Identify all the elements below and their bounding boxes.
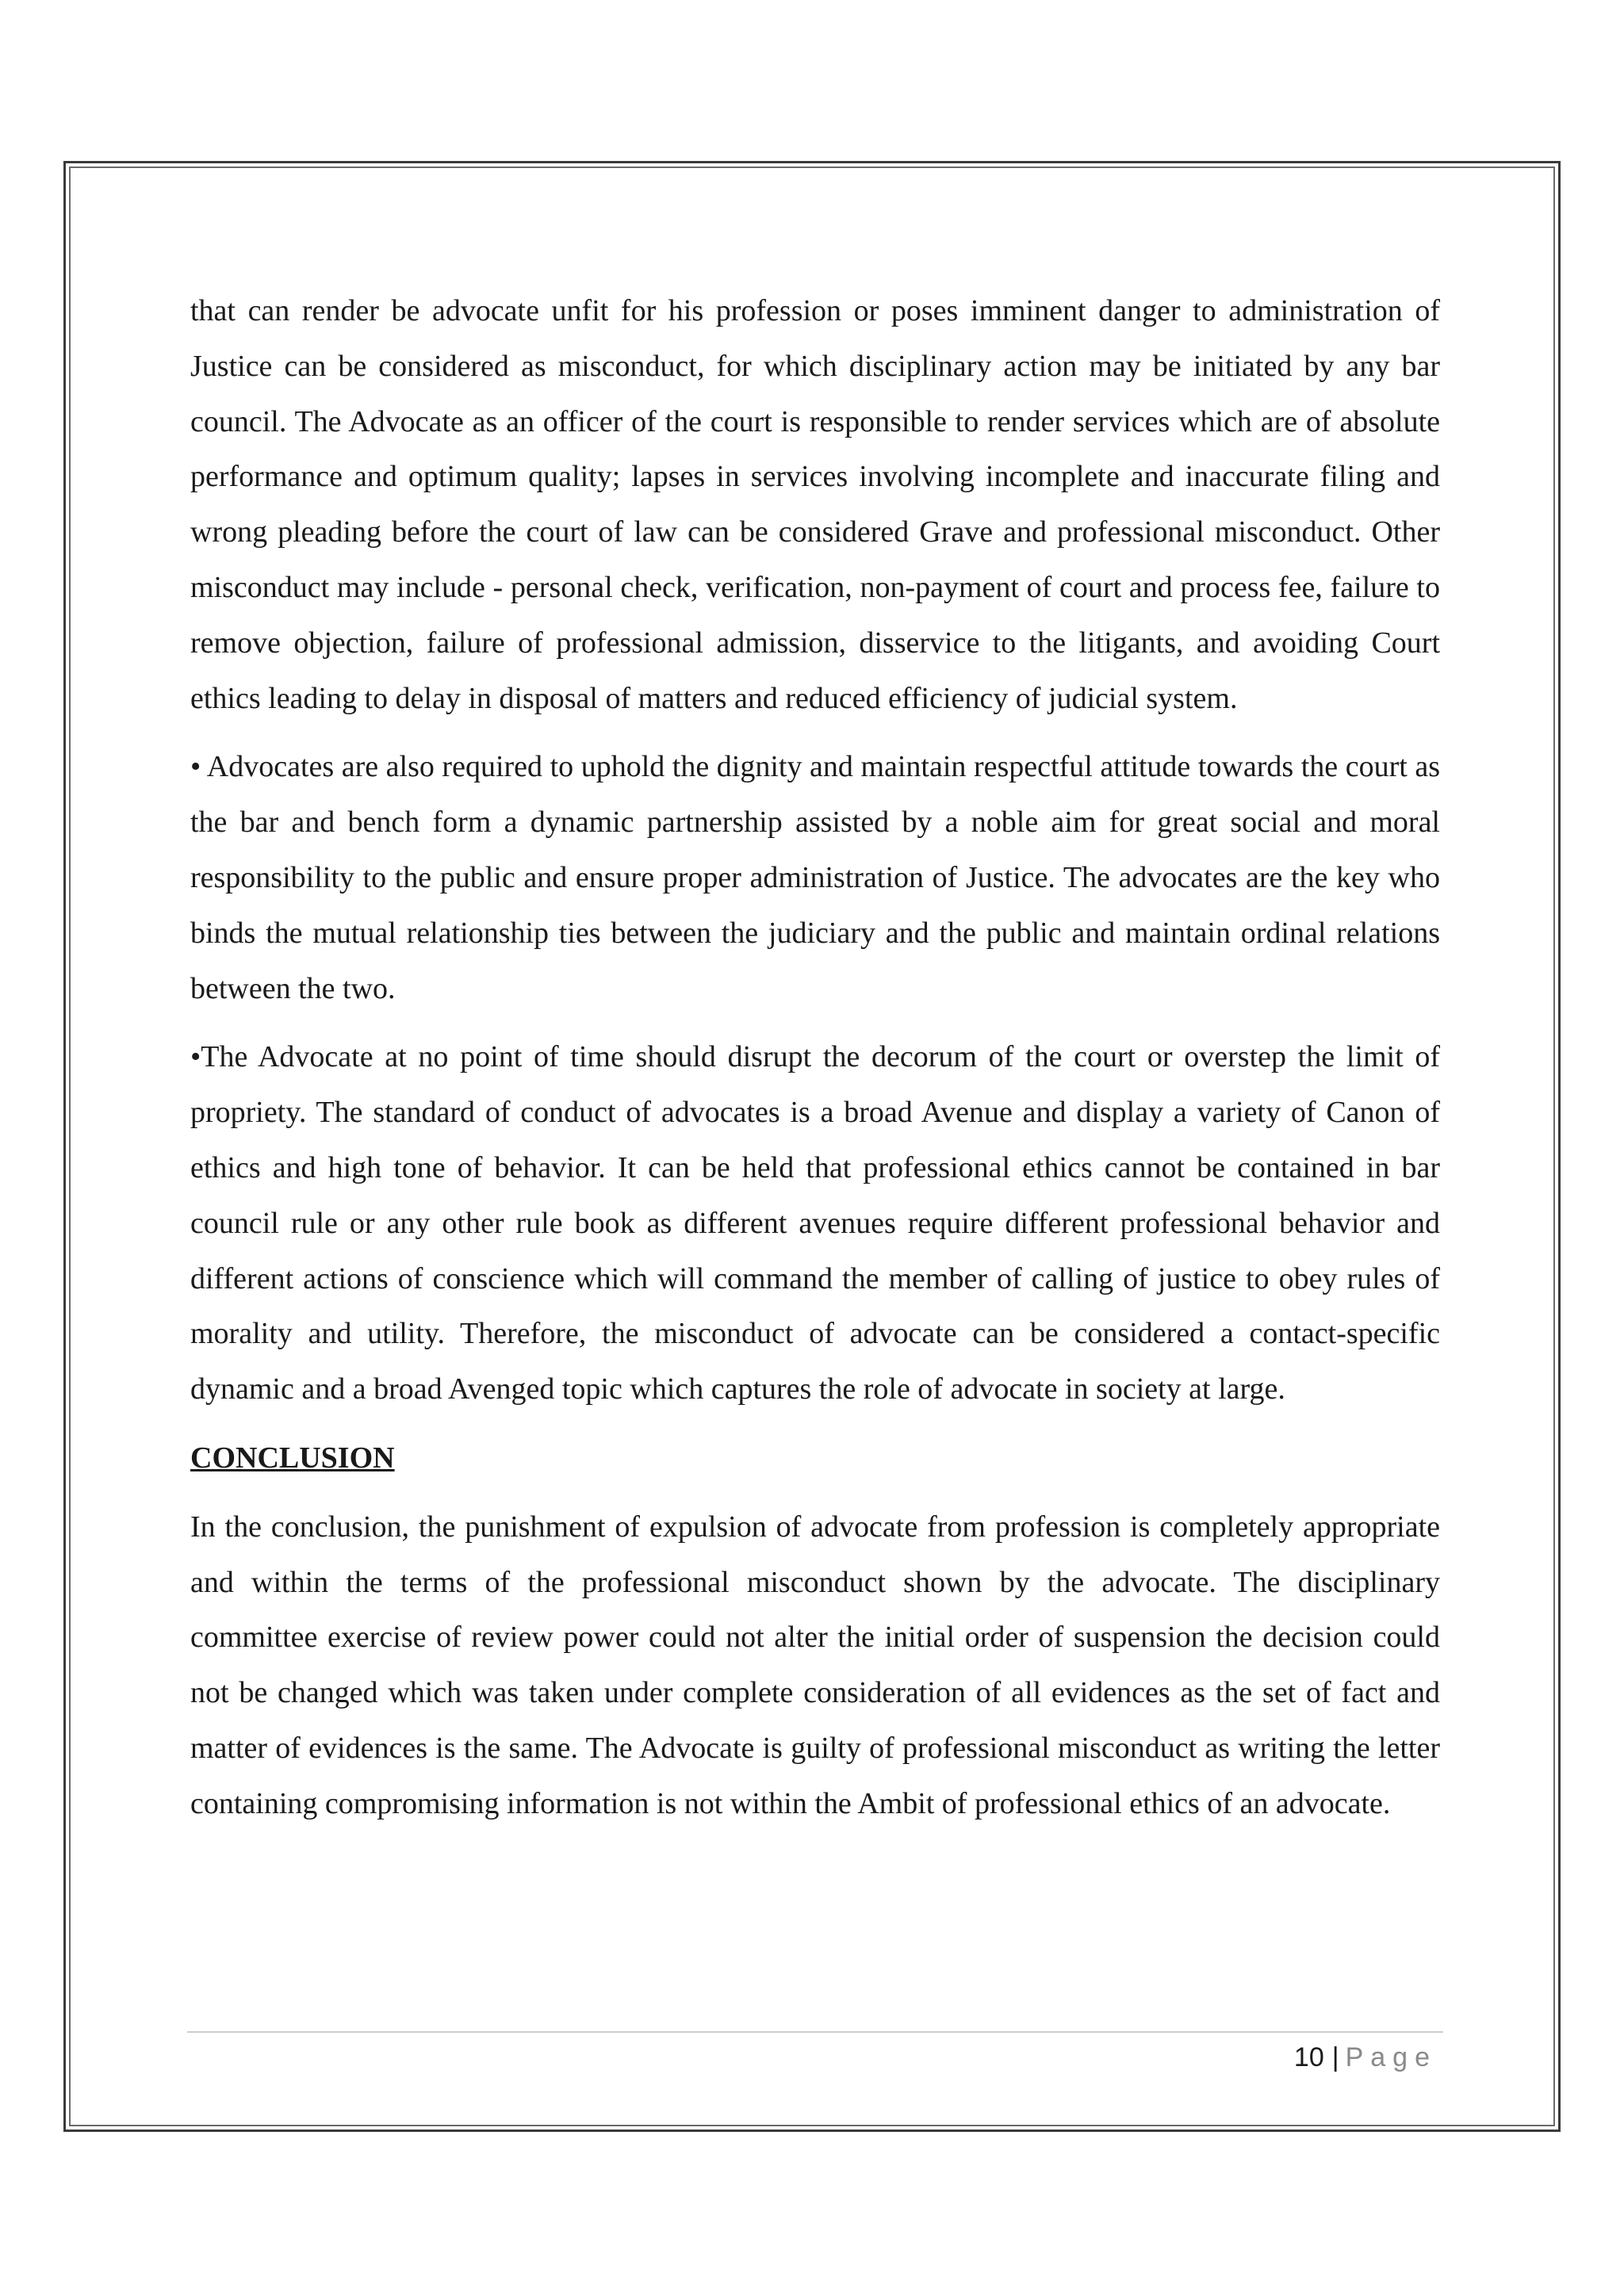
paragraph-misconduct: that can render be advocate unfit for his profession or poses imminent danger to administration of Justice can be considered as misconduct, for which disciplinary action may be initiated by any bar council. The Advocate as an officer of the court is responsible to render services which are of absolute performance and optimum quality; lapses in services involving incomplete and inaccurate filing and wrong pleading before the court of law can be considered Grave and professional misconduct. Other misconduct may include - personal check, verification, non-payment of court and process fee, failure to remove objection, failure of professional admission, disservice to the litigants, and avoiding Court ethics leading to delay in disposal of matters and reduced efficiency of judicial system. — [190, 294, 1440, 715]
footer-separator: | — [1331, 2042, 1339, 2072]
conclusion-heading: CONCLUSION — [190, 1441, 395, 1475]
paragraph-dignity: • Advocates are also required to uphold the dignity and maintain respectful attitude towards the court as the bar and bench form a dynamic partnership assisted by a noble aim for great social and moral responsibility to the public and ensure proper administration of Justice. The advocates are the key who binds the mutual relationship ties between the judiciary and the public and maintain ordinal relations between the two. — [190, 750, 1440, 1005]
page-number: 10 — [1293, 2042, 1324, 2072]
conclusion-paragraph: In the conclusion, the punishment of expulsion of advocate from profession is completely appropriate and within the terms of the professional misconduct shown by the advocate. The disciplinary committee exercise of review power could not alter the initial order of suspension the decision could not be changed which was taken under complete consideration of all evidences as the set of fact and matter of evidences is the same. The Advocate is guilty of professional misconduct as writing the letter containing compromising information is not within the Ambit of professional ethics of an advocate. — [190, 1510, 1440, 1820]
page-label: Page — [1345, 2042, 1437, 2072]
paragraph-decorum: •The Advocate at no point of time should disrupt the decorum of the court or overstep the limit of propriety. The standard of conduct of advocates is a broad Avenue and display a variety of Canon of ethics and high tone of behavior. It can be held that professional ethics cannot be contained in bar council rule or any other rule book as different avenues require different professional behavior and different actions of conscience which will command the member of calling of justice to obey rules of morality and utility. Therefore, the misconduct of advocate can be considered a contact-specific dynamic and a broad Avenged topic which captures the role of advocate in society at large. — [190, 1040, 1440, 1406]
footer-divider — [187, 2031, 1443, 2033]
document-body — [190, 284, 1440, 1846]
page-footer — [1294, 2038, 1437, 2077]
